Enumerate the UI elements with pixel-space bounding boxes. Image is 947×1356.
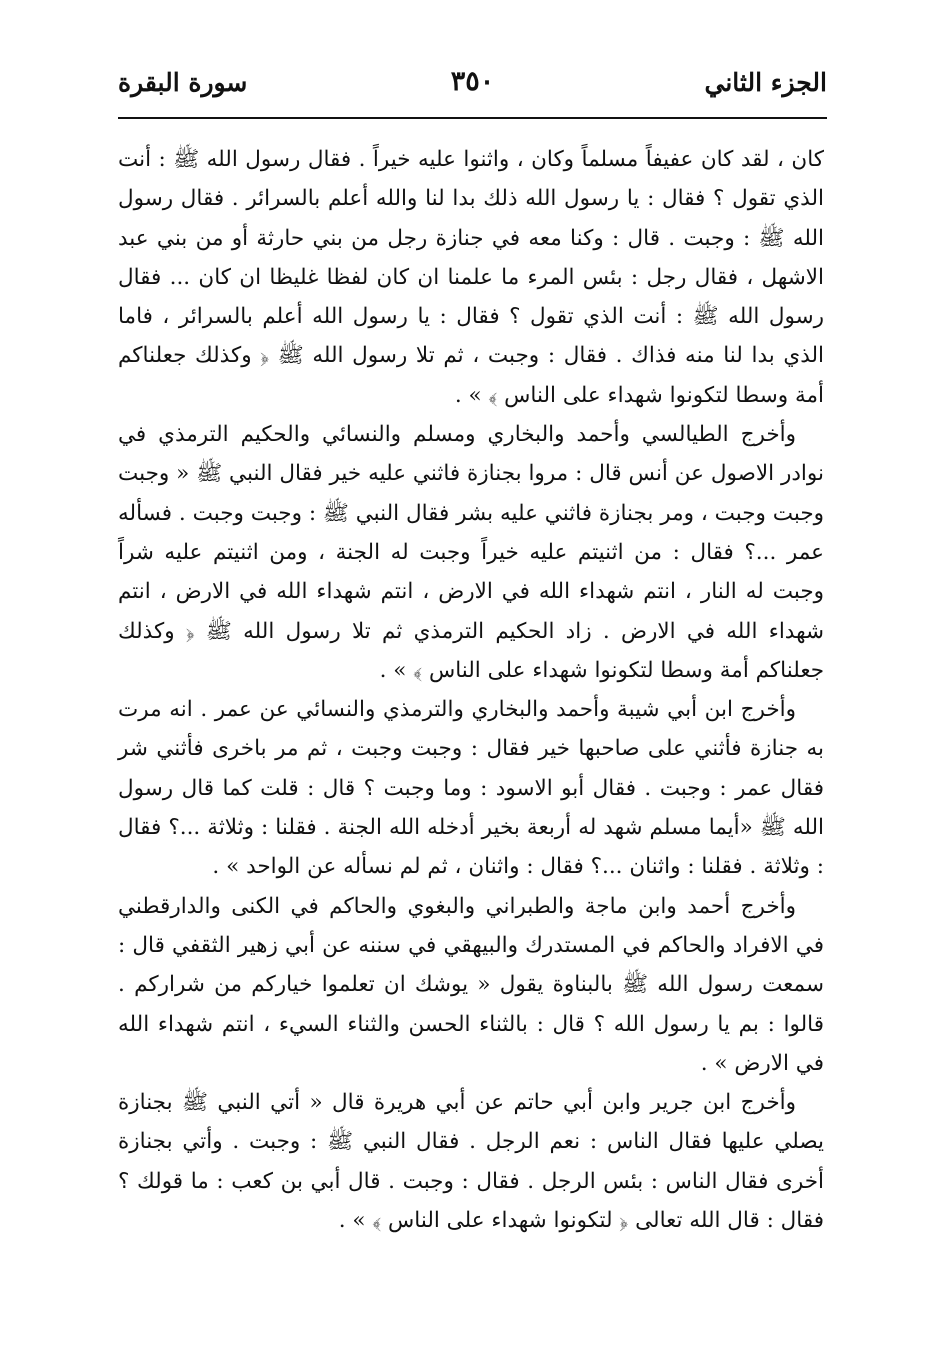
part-label: الجزء الثاني bbox=[704, 68, 827, 97]
surah-label: سورة البقرة bbox=[118, 68, 248, 97]
page-number: ٣٥٠ bbox=[450, 66, 495, 97]
page-body bbox=[118, 140, 824, 1240]
paragraph-2: وأخرج الطيالسي وأحمد والبخاري ومسلم والنسائي والحكيم الترمذي في نوادر الاصول عن أنس قال : مروا بجنازة فاثني عليه خير فقال النبي ﷺ « وجبت وجبت وجبت ، ومر بجنازة فاثني عليه بشر فقال النبي ﷺ : وجبت وجبت . فسأله عمر ...؟ فقال : من اثنيتم عليه خيراً وجبت له الجنة ، ومن اثنيتم عليه شراً وجبت له النار ، انتم شهداء الله في الارض ، انتم شهداء الله في الارض ، انتم شهداء الله في الارض . زاد الحكيم الترمذي ثم تلا رسول الله ﷺ ﴿ وكذلك جعلناكم أمة وسطا لتكونوا شهداء على الناس ﴾ » . bbox=[118, 422, 824, 683]
running-header bbox=[118, 66, 827, 110]
paragraph-5: وأخرج ابن جرير وابن أبي حاتم عن أبي هريرة قال « أتي النبي ﷺ بجنازة يصلي عليها فقال الناس : نعم الرجل . فقال النبي ﷺ : وجبت . وأتي بجنازة أخرى فقال الناس : بئس الرجل . فقال : وجبت . قال أبي بن كعب : ما قولك ؟ فقال : قال الله تعالى ﴿ لتكونوا شهداء على الناس ﴾ » . bbox=[118, 1090, 824, 1234]
header-rule bbox=[118, 117, 827, 119]
paragraph-4: وأخرج أحمد وابن ماجة والطبراني والبغوي والحاكم في الكنى والدارقطني في الافراد والحاكم في المستدرك والبيهقي في سننه عن أبي زهير الثقفي قال : سمعت رسول الله ﷺ بالبناوة يقول « يوشك ان تعلموا خياركم من شراركم . قالوا : بم يا رسول الله ؟ قال : بالثناء الحسن والثناء السيء ، انتم شهداء الله في الارض » . bbox=[118, 893, 824, 1076]
paragraph-3: وأخرج ابن أبي شيبة وأحمد والبخاري والترمذي والنسائي عن عمر . انه مرت به جنازة فأثني على صاحبها خير فقال : وجبت وجبت ، ثم مر باخرى فأثني شر فقال عمر : وجبت . فقال أبو الاسود : وما وجبت ؟ قال : قلت كما قال رسول الله ﷺ «أيما مسلم شهد له أربعة بخير أدخله الله الجنة . فقلنا : وثلاثة ...؟ فقال : وثلاثة . فقلنا : واثنان ...؟ فقال : واثنان ، ثم لم نسأله عن الواحد » . bbox=[118, 697, 824, 880]
paragraph-1: كان ، لقد كان عفيفاً مسلماً وكان ، واثنوا عليه خيراً . فقال رسول الله ﷺ : أنت الذي تقول ؟ فقال : يا رسول الله ذلك بدا لنا والله أعلم بالسرائر . فقال رسول الله ﷺ : وجبت . قال : وكنا معه في جنازة رجل من بني حارثة أو من بني عبد الاشهل ، فقال رجل : بئس المرء ما علمنا ان كان لفظا غليظا ان كان ... فقال رسول الله ﷺ : أنت الذي تقول ؟ فقال : يا رسول الله أعلم بالسرائر ، فاما الذي بدا لنا منه فذاك . فقال : وجبت ، ثم تلا رسول الله ﷺ ﴿ وكذلك جعلناكم أمة وسطا لتكونوا شهداء على الناس ﴾ » . bbox=[118, 147, 824, 408]
